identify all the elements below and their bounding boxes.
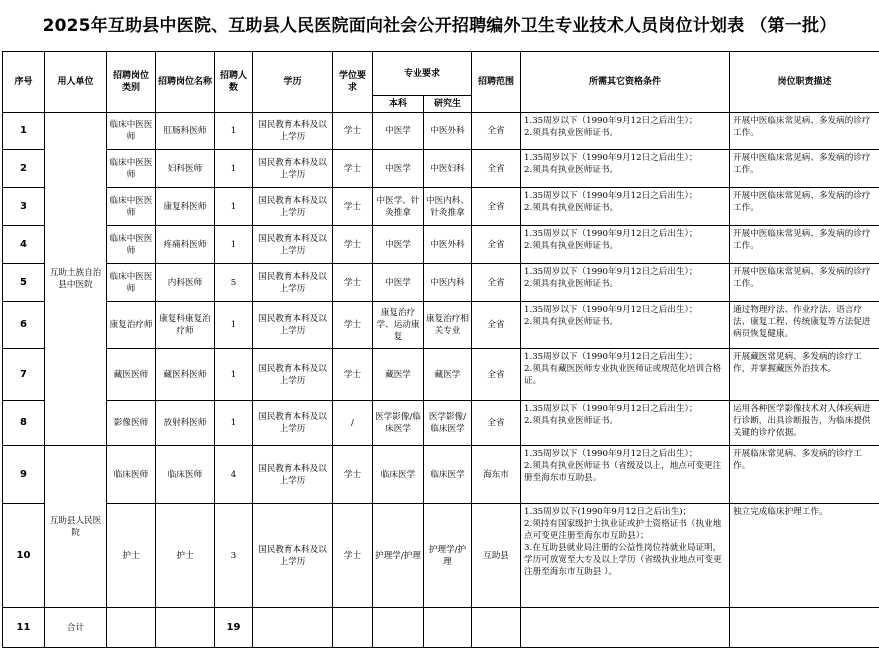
row-degree: 学士 [333,264,373,302]
total-empty-undergrad [373,608,424,648]
total-empty-category [107,608,156,648]
total-row [3,608,879,648]
row-conditions: 1.35周岁以下（1990年9月12日之后出生）； 2.须具有执业医师证书。 [521,264,730,302]
row-conditions: 1.35周岁以下（1990年9月12日之后出生）； 2.须具有执业医师证书。 [521,226,730,264]
row-scope: 全省 [472,188,521,226]
row-scope: 海东市 [472,446,521,504]
row-duties: 开展中医临床常见病、多发病的诊疗工作。 [730,264,879,302]
row-duties: 通过物理疗法、作业疗法、语言疗法、康复工程、传统康复等方法促进病员恢复健康。 [730,302,879,349]
row-count: 1 [215,226,253,264]
row-scope: 互助县 [472,504,521,608]
row-duties: 开展中医临床常见病、多发病的诊疗工作。 [730,226,879,264]
row-conditions: 1.35周岁以下（1990年9月12日之后出生）； 2.须具有执业医师证书。 [521,150,730,188]
row-degree: 学士 [333,504,373,608]
row-count: 1 [215,302,253,349]
row-post: 藏医科医师 [156,349,215,401]
row-count: 4 [215,446,253,504]
row-major-grad: 医学影像/临床医学 [424,401,472,446]
row-major-undergrad: 中医学 [373,113,424,150]
row-count: 5 [215,264,253,302]
row-seq: 8 [3,401,45,446]
row-duties: 开展中医临床常见病、多发病的诊疗工作。 [730,188,879,226]
row-conditions: 1.35周岁以下（1990年9月12日之后出生）； 2.须具有藏医医师专业执业医师证或规范化培训合格证。 [521,349,730,401]
total-empty-education [253,608,333,648]
row-scope: 全省 [472,264,521,302]
row-major-grad: 藏医学 [424,349,472,401]
row-seq: 1 [3,113,45,150]
row-post: 放射科医师 [156,401,215,446]
row-post: 临床医师 [156,446,215,504]
row-scope: 全省 [472,113,521,150]
row-major-undergrad: 中医学 [373,264,424,302]
page-title: 2025年互助县中医院、互助县人民医院面向社会公开招聘编外卫生专业技术人员岗位计划表 （第一批） [42,16,837,36]
row-seq: 10 [3,504,45,608]
row-major-grad: 康复治疗相关专业 [424,302,472,349]
row-duties: 开展临床常见病、多发病的诊疗工作。 [730,446,879,504]
row-degree: 学士 [333,113,373,150]
row-education: 国民教育本科及以上学历 [253,401,333,446]
header-major-undergrad: 本科 [373,96,424,113]
row-post: 康复科医师 [156,188,215,226]
header-seq: 序号 [3,52,45,113]
header-conditions: 所需其它资格条件 [521,52,730,113]
row-seq: 7 [3,349,45,401]
row-category: 临床中医医师 [107,150,156,188]
header-duties: 岗位职责描述 [730,52,879,113]
row-major-grad: 中医内科、针灸推拿 [424,188,472,226]
row-education: 国民教育本科及以上学历 [253,226,333,264]
row-education: 国民教育本科及以上学历 [253,113,333,150]
table-row [3,150,879,188]
row-count: 1 [215,150,253,188]
row-count: 1 [215,401,253,446]
row-count: 1 [215,113,253,150]
row-count: 1 [215,188,253,226]
row-category: 藏医医师 [107,349,156,401]
row-major-undergrad: 中医学 [373,150,424,188]
row-conditions: 1.35周岁以下（1990年9月12日之后出生）； 2.须具有执业医师证书。 [521,302,730,349]
unit-tcm: 互助土族自治县中医院 [45,113,107,446]
header-post-name: 招聘岗位名称 [156,52,215,113]
row-post: 妇科医师 [156,150,215,188]
row-degree: 学士 [333,226,373,264]
table-row [3,401,879,446]
row-category: 护士 [107,504,156,608]
row-education: 国民教育本科及以上学历 [253,264,333,302]
row-post: 疼痛科医师 [156,226,215,264]
table-row [3,446,879,504]
row-count: 1 [215,349,253,401]
table-row [3,188,879,226]
row-category: 临床中医医师 [107,226,156,264]
row-seq: 5 [3,264,45,302]
row-category: 临床中医医师 [107,113,156,150]
table-row [3,113,879,150]
row-degree: 学士 [333,150,373,188]
row-conditions: 1.35周岁以下（1990年9月12日之后出生）； 2.须具有执业医师证书。 [521,113,730,150]
row-category: 临床医师 [107,446,156,504]
row-duties: 开展中医临床常见病、多发病的诊疗工作。 [730,150,879,188]
row-degree: / [333,401,373,446]
header-education: 学历 [253,52,333,113]
row-duties: 开展中医临床常见病、多发病的诊疗工作。 [730,113,879,150]
row-post: 护士 [156,504,215,608]
header-count: 招聘人数 [215,52,253,113]
row-major-undergrad: 康复治疗学、运动康复 [373,302,424,349]
header-unit: 用人单位 [45,52,107,113]
row-category: 康复治疗师 [107,302,156,349]
row-major-grad: 中医外科 [424,226,472,264]
total-empty-conditions [521,608,730,648]
row-education: 国民教育本科及以上学历 [253,504,333,608]
header-major-grad: 研究生 [424,96,472,113]
row-duties: 开展藏医常见病、多发病的诊疗工作，并掌握藏医外治技术。 [730,349,879,401]
row-major-undergrad: 护理学/护理 [373,504,424,608]
row-major-undergrad: 藏医学 [373,349,424,401]
row-seq: 4 [3,226,45,264]
unit-people: 互助县人民医院 [45,446,107,608]
row-seq: 3 [3,188,45,226]
row-duties: 运用各种医学影像技术对人体疾病进行诊断，出具诊断报告，为临床提供关键的诊疗依据。 [730,401,879,446]
table-row [3,264,879,302]
row-duties: 独立完成临床护理工作。 [730,504,879,608]
row-post: 内科医师 [156,264,215,302]
row-major-undergrad: 中医学 [373,226,424,264]
row-seq: 9 [3,446,45,504]
table-row [3,226,879,264]
row-post: 肛肠科医师 [156,113,215,150]
row-degree: 学士 [333,349,373,401]
table-row [3,504,879,608]
row-category: 临床中医医师 [107,188,156,226]
row-education: 国民教育本科及以上学历 [253,302,333,349]
row-scope: 全省 [472,302,521,349]
row-major-grad: 中医妇科 [424,150,472,188]
header-scope: 招聘范围 [472,52,521,113]
header-category: 招聘岗位类别 [107,52,156,113]
row-seq: 2 [3,150,45,188]
row-conditions: 1.35周岁以下(1990年9月12日之后出生)； 2.须持有国家级护士执业证或护士资格证书（执业地点可变更注册至海东市互助县）； 3.在互助县就业局注册的公益性岗位持就业局证明，学历可放宽至大专及以上学历（省级执业地点可变更注册至海东市互助县 ）。 [521,504,730,608]
recruitment-plan-table [2,51,879,648]
row-major-grad: 护理学/护理 [424,504,472,608]
row-degree: 学士 [333,446,373,504]
header-major: 专业要求 [373,52,472,96]
total-empty-scope [472,608,521,648]
row-major-grad: 中医外科 [424,113,472,150]
row-scope: 全省 [472,349,521,401]
row-category: 影像医师 [107,401,156,446]
row-education: 国民教育本科及以上学历 [253,349,333,401]
row-major-grad: 中医内科 [424,264,472,302]
table-row [3,302,879,349]
row-conditions: 1.35周岁以下（1990年9月12日之后出生）； 2.须具有执业医师证书。 [521,401,730,446]
total-empty-duties [730,608,879,648]
total-seq: 11 [3,608,45,648]
row-major-grad: 临床医学 [424,446,472,504]
row-scope: 全省 [472,401,521,446]
total-empty-post [156,608,215,648]
total-label: 合计 [45,608,107,648]
row-conditions: 1.35周岁以下（1990年9月12日之后出生）； 2.须具有执业医师证书（省级及以上，地点可变更注册至海东市互助县。 [521,446,730,504]
row-category: 临床中医医师 [107,264,156,302]
row-seq: 6 [3,302,45,349]
row-scope: 全省 [472,226,521,264]
row-major-undergrad: 临床医学 [373,446,424,504]
row-degree: 学士 [333,302,373,349]
total-empty-degree [333,608,373,648]
row-major-undergrad: 中医学、针灸推拿 [373,188,424,226]
row-education: 国民教育本科及以上学历 [253,188,333,226]
row-post: 康复科康复治疗师 [156,302,215,349]
row-scope: 全省 [472,150,521,188]
row-degree: 学士 [333,188,373,226]
total-empty-grad [424,608,472,648]
table-row [3,349,879,401]
total-count: 19 [215,608,253,648]
row-education: 国民教育本科及以上学历 [253,446,333,504]
row-count: 3 [215,504,253,608]
row-conditions: 1.35周岁以下（1990年9月12日之后出生）； 2.须具有执业医师证书。 [521,188,730,226]
header-degree: 学位要求 [333,52,373,113]
row-education: 国民教育本科及以上学历 [253,150,333,188]
header-row [3,52,879,96]
row-major-undergrad: 医学影像/临床医学 [373,401,424,446]
